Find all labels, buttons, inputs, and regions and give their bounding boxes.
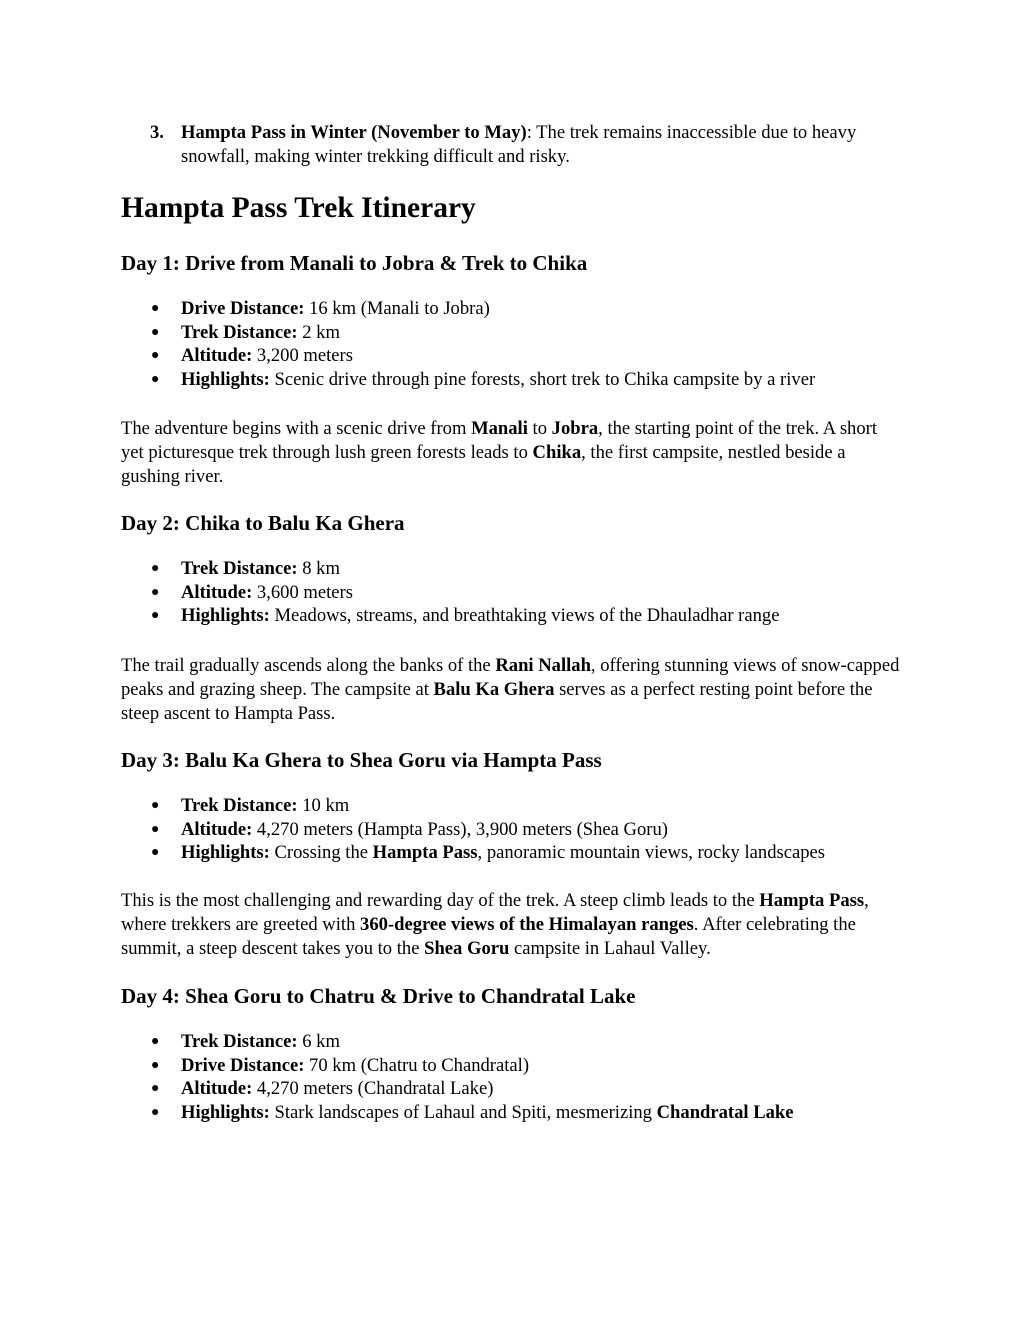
- list-number: 3.: [150, 122, 164, 143]
- fact-item: [121, 841, 921, 865]
- fact-label: Altitude:: [181, 581, 253, 603]
- bullet-icon: ●: [151, 371, 160, 387]
- bold-run: Manali: [471, 418, 528, 439]
- fact-value: Scenic drive through pine forests, short trek to Chika campsite by a river: [269, 368, 816, 390]
- bullet-icon: ●: [151, 1034, 160, 1049]
- fact-value-after: , panoramic mountain views, rocky landscapes: [477, 842, 826, 863]
- fact-item: [121, 297, 921, 321]
- bullet-icon: ●: [151, 561, 160, 576]
- list-item-text: [181, 121, 921, 168]
- bullet-icon: ●: [151, 798, 160, 813]
- day-4-facts: [121, 1030, 921, 1124]
- fact-item: [121, 344, 921, 368]
- fact-value: Stark landscapes of Lahaul and Spiti, mesmerizing: [269, 1101, 657, 1123]
- text-run: , the first campsite, nestled beside a gushing river.: [121, 441, 846, 487]
- text-run: . After celebrating the summit, a steep descent takes you to the: [121, 913, 856, 959]
- fact-value: 16 km (Manali to Jobra): [304, 298, 490, 319]
- day-3-description: [121, 889, 901, 960]
- fact-item: [121, 321, 921, 345]
- text-run: campsite in Lahaul Valley.: [509, 937, 711, 959]
- text-run: , where trekkers are greeted with: [121, 890, 869, 935]
- day-4-heading: Day 4: Shea Goru to Chatru & Drive to Chandratal Lake: [121, 984, 636, 1008]
- bold-run: Jobra: [551, 418, 599, 439]
- bullet-icon: ●: [151, 301, 160, 316]
- bullet-icon: ●: [151, 1104, 160, 1120]
- day-3-heading: Day 3: Balu Ka Ghera to Shea Goru via Hampta Pass: [121, 748, 602, 772]
- bullet-icon: ●: [151, 348, 160, 363]
- fact-label: Highlights:: [181, 605, 270, 626]
- list-item-body: : The trek remains inaccessible due to heavy snowfall, making winter trekking difficult and risky.: [181, 122, 857, 167]
- text-run: serves as a perfect resting point before the steep ascent to Hampta Pass.: [121, 678, 873, 724]
- bullet-icon: ●: [151, 584, 160, 600]
- fact-item: [121, 1054, 921, 1078]
- fact-label: Trek Distance:: [181, 1031, 298, 1052]
- fact-item: [121, 1077, 921, 1101]
- day-3-facts: [121, 794, 921, 865]
- fact-label: Trek Distance:: [181, 795, 298, 816]
- fact-label: Highlights:: [181, 368, 270, 390]
- bold-run: Shea Goru: [424, 937, 510, 959]
- fact-value: Meadows, streams, and breathtaking views of the Dhauladhar range: [269, 605, 780, 626]
- fact-item: [121, 794, 921, 818]
- fact-value: 3,200 meters: [252, 345, 353, 366]
- text-run: , the starting point of the trek. A short yet picturesque trek through lush green forests leads to: [121, 418, 878, 463]
- text-run: The trail gradually ascends along the banks of the: [121, 655, 496, 676]
- bullet-icon: ●: [151, 821, 160, 837]
- bold-run: Rani Nallah: [495, 655, 591, 676]
- bold-run: 360-degree views of the Himalayan ranges: [360, 913, 694, 935]
- day-1-description: [121, 417, 901, 488]
- fact-value: 8 km: [297, 558, 340, 579]
- numbered-list-item: [121, 121, 921, 168]
- fact-item: [121, 368, 921, 392]
- fact-label: Trek Distance:: [181, 558, 298, 579]
- fact-value: 2 km: [297, 321, 340, 343]
- day-2-heading: Day 2: Chika to Balu Ka Ghera: [121, 511, 405, 535]
- bold-run: Hampta Pass: [759, 890, 865, 911]
- list-item-label: Hampta Pass in Winter (November to May): [181, 122, 527, 143]
- fact-label: Altitude:: [181, 345, 253, 366]
- fact-item: [121, 1030, 921, 1054]
- bullet-icon: ●: [151, 1057, 160, 1073]
- bullet-icon: ●: [151, 608, 160, 623]
- text-run: to: [527, 418, 552, 439]
- bold-run: Balu Ka Ghera: [433, 678, 555, 700]
- fact-value: 70 km (Chatru to Chandratal): [304, 1054, 530, 1076]
- fact-label: Highlights:: [181, 1101, 270, 1123]
- fact-value: 10 km: [297, 795, 350, 816]
- fact-bold: Chandratal Lake: [656, 1101, 794, 1123]
- bullet-icon: ●: [151, 324, 160, 340]
- day-2-facts: [121, 557, 921, 628]
- fact-item: [121, 604, 921, 628]
- bold-run: Chika: [532, 441, 582, 463]
- day-1-facts: [121, 297, 921, 391]
- fact-label: Drive Distance:: [181, 1054, 305, 1076]
- text-run: , offering stunning views of snow-capped peaks and grazing sheep. The campsite at: [121, 655, 900, 700]
- text-run: This is the most challenging and rewarding day of the trek. A steep climb leads to the: [121, 890, 760, 911]
- day-2-description: [121, 654, 901, 725]
- text-run: The adventure begins with a scenic drive from: [121, 418, 472, 439]
- bullet-icon: ●: [151, 845, 160, 860]
- page-title: Hampta Pass Trek Itinerary: [121, 192, 476, 224]
- fact-item: [121, 581, 921, 605]
- day-1-heading: Day 1: Drive from Manali to Jobra & Trek to Chika: [121, 251, 588, 275]
- fact-value: 4,270 meters (Chandratal Lake): [252, 1078, 494, 1099]
- fact-item: [121, 557, 921, 581]
- fact-bold: Hampta Pass: [372, 842, 478, 863]
- fact-label: Altitude:: [181, 818, 253, 840]
- fact-label: Trek Distance:: [181, 321, 298, 343]
- fact-value: 3,600 meters: [252, 581, 353, 603]
- fact-label: Drive Distance:: [181, 298, 305, 319]
- bullet-icon: ●: [151, 1081, 160, 1096]
- fact-item: [121, 818, 921, 842]
- fact-value: 4,270 meters (Hampta Pass), 3,900 meters (Shea Goru): [252, 818, 668, 840]
- fact-value: Crossing the: [269, 842, 373, 863]
- fact-item: [121, 1101, 921, 1125]
- fact-label: Altitude:: [181, 1078, 253, 1099]
- fact-label: Highlights:: [181, 842, 270, 863]
- fact-value: 6 km: [297, 1031, 340, 1052]
